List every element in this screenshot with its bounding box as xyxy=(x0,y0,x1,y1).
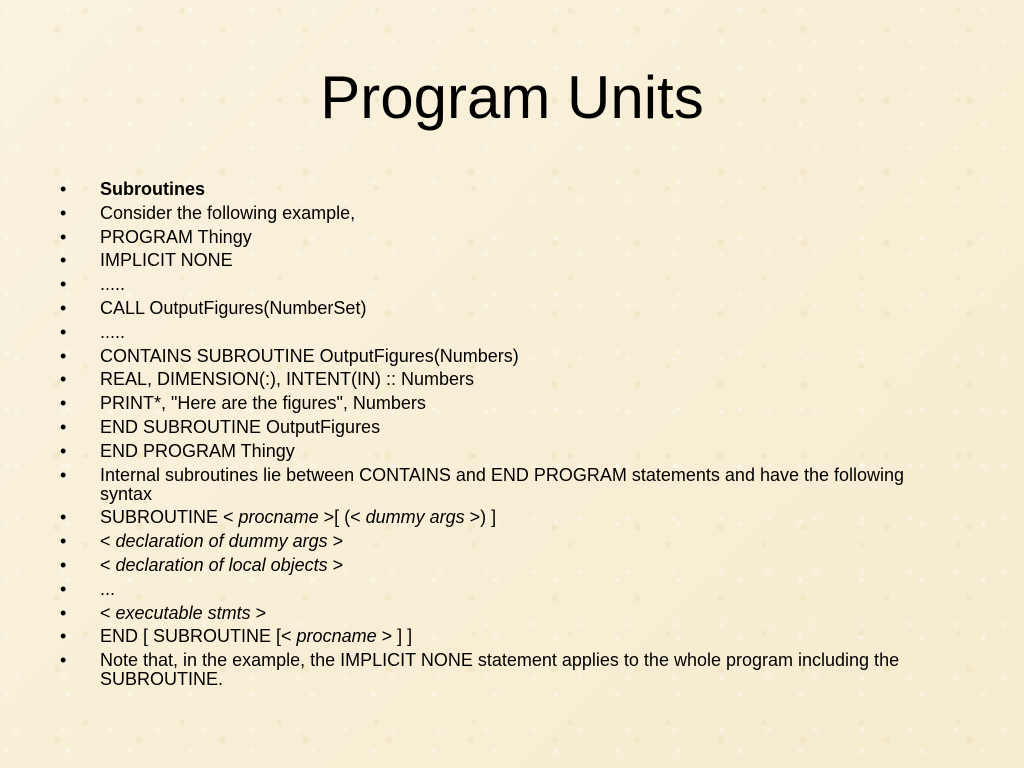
bullet-dot: • xyxy=(60,274,67,295)
bullet-dot: • xyxy=(60,554,67,575)
bullet-item xyxy=(60,275,960,294)
bullet-dot: • xyxy=(60,226,67,247)
bullet-item xyxy=(60,604,960,623)
bullet-dot: • xyxy=(60,345,67,366)
bullet-item xyxy=(60,532,960,551)
bullet-item xyxy=(60,299,960,318)
bullet-item xyxy=(60,251,960,270)
bullet-text: declaration of local objects xyxy=(115,554,328,575)
bullet-text: END [ SUBROUTINE [< xyxy=(100,626,297,647)
bullet-text: >[ (< xyxy=(318,507,366,528)
bullet-text: executable stmts xyxy=(115,602,251,623)
bullet-text: procname xyxy=(296,626,377,647)
bullet-text: dummy args xyxy=(365,507,465,528)
bullet-text: CALL OutputFigures(NumberSet) xyxy=(100,297,367,318)
bullet-dot: • xyxy=(60,602,67,623)
bullet-text: < xyxy=(100,554,116,575)
bullet-dot: • xyxy=(60,464,67,485)
bullet-text: SUBROUTINE < xyxy=(100,507,239,528)
bullet-dot: • xyxy=(60,578,67,599)
bullet-text: > xyxy=(327,531,344,552)
bullet-text: procname xyxy=(238,507,319,528)
bullet-dot: • xyxy=(60,321,67,342)
bullet-dot: • xyxy=(60,250,67,271)
bullet-dot: • xyxy=(60,179,67,199)
bullet-text: Internal subroutines lie between CONTAINS and END PROGRAM statements and have the following syntax xyxy=(100,464,905,504)
bullet-item xyxy=(60,370,960,389)
bullet-text: Consider the following example, xyxy=(100,202,356,223)
bullet-item xyxy=(60,651,960,689)
bullet-text: declaration of dummy args xyxy=(115,531,328,552)
bullet-text: CONTAINS SUBROUTINE OutputFigures(Numbers) xyxy=(100,345,519,366)
bullet-text: > ] ] xyxy=(376,626,413,647)
bullet-text: ... xyxy=(100,578,116,599)
bullet-text: Subroutines xyxy=(100,179,206,199)
bullet-text: < xyxy=(100,602,116,623)
bullet-item xyxy=(60,627,960,646)
bullet-dot: • xyxy=(60,393,67,414)
bullet-text: Note that, in the example, the IMPLICIT NONE statement applies to the whole program including the SUBROUTINE. xyxy=(100,650,900,690)
bullet-item xyxy=(60,556,960,575)
bullet-text: PROGRAM Thingy xyxy=(100,226,252,247)
bullet-item xyxy=(60,394,960,413)
bullet-text: END SUBROUTINE OutputFigures xyxy=(100,416,381,437)
bullet-text: ..... xyxy=(100,321,126,342)
bullet-dot: • xyxy=(60,440,67,461)
bullet-text: PRINT*, "Here are the figures", Numbers xyxy=(100,393,426,414)
bullet-text: END PROGRAM Thingy xyxy=(100,440,295,461)
bullet-dot: • xyxy=(60,297,67,318)
bullet-item xyxy=(60,466,960,504)
slide-title: Program Units xyxy=(320,64,704,131)
bullet-item xyxy=(60,204,960,223)
bullet-dot: • xyxy=(60,369,67,390)
bullet-list xyxy=(60,180,960,694)
bullet-item xyxy=(60,323,960,342)
bullet-text: < xyxy=(100,531,116,552)
bullet-item xyxy=(60,228,960,247)
bullet-text: > xyxy=(327,554,344,575)
bullet-dot: • xyxy=(60,531,67,552)
bullet-dot: • xyxy=(60,507,67,528)
bullet-dot: • xyxy=(60,202,67,223)
bullet-item xyxy=(60,580,960,599)
bullet-text: IMPLICIT NONE xyxy=(100,250,233,271)
bullet-dot: • xyxy=(60,416,67,437)
bullet-item xyxy=(60,180,960,199)
bullet-item xyxy=(60,347,960,366)
bullet-text: ..... xyxy=(100,274,126,295)
bullet-dot: • xyxy=(60,626,67,647)
bullet-item xyxy=(60,418,960,437)
bullet-text: > xyxy=(250,602,267,623)
bullet-item xyxy=(60,508,960,527)
bullet-text: >) ] xyxy=(464,507,497,528)
bullet-dot: • xyxy=(60,650,67,671)
bullet-item xyxy=(60,442,960,461)
bullet-text: REAL, DIMENSION(:), INTENT(IN) :: Numbers xyxy=(100,369,475,390)
